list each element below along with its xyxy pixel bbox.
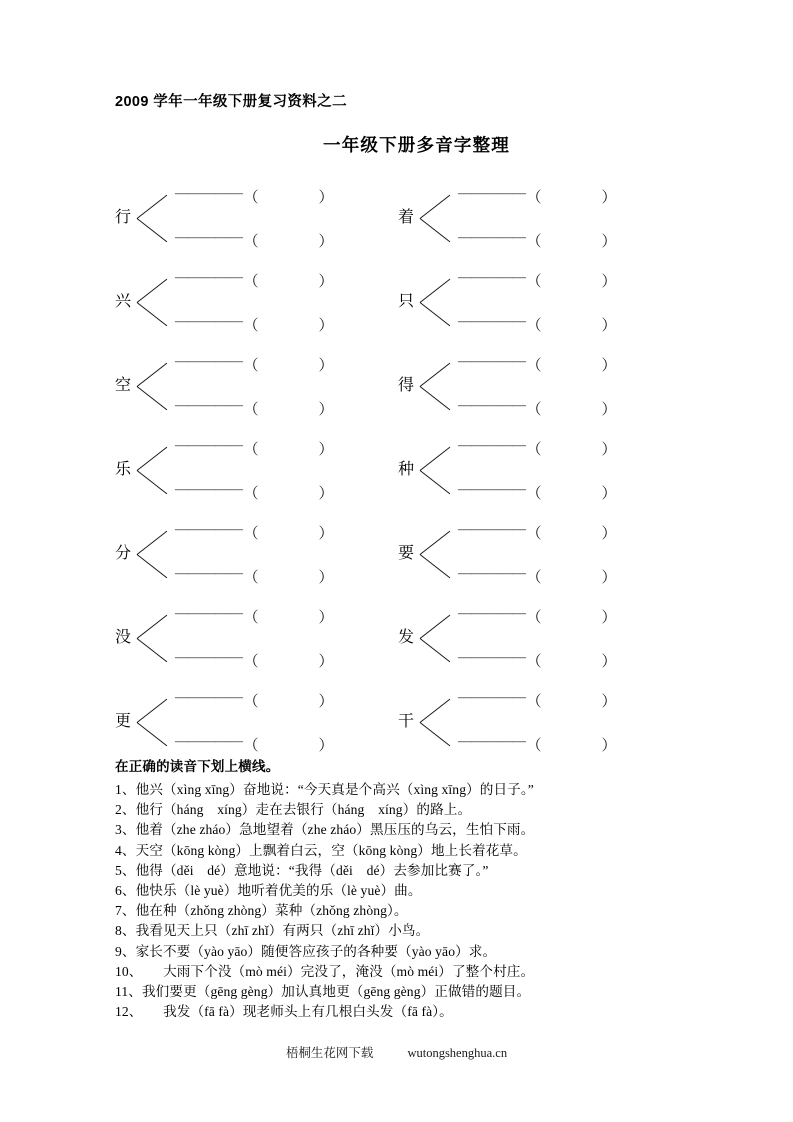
exercise-item xyxy=(115,901,715,921)
angle-bracket-icon xyxy=(420,439,454,501)
answer-slot[interactable] xyxy=(175,271,398,289)
answer-parentheses[interactable]: （ ） xyxy=(526,485,617,502)
page-title: 一年级下册多音字整理 xyxy=(323,135,510,155)
polyphone-entry-left xyxy=(115,596,398,680)
exercise-item-number: 6、 xyxy=(115,883,136,899)
answer-slots xyxy=(454,355,681,417)
answer-parentheses[interactable]: （ ） xyxy=(526,441,617,458)
answer-parentheses[interactable]: （ ） xyxy=(243,737,334,754)
answer-blank-line: ————— xyxy=(458,482,526,497)
answer-parentheses[interactable]: （ ） xyxy=(243,569,334,586)
bracket-row xyxy=(115,512,695,596)
answer-slot[interactable] xyxy=(175,607,398,625)
polyphone-character: 没 xyxy=(115,629,132,646)
answer-slots xyxy=(171,607,398,669)
answer-slots xyxy=(171,271,398,333)
answer-slot[interactable] xyxy=(175,187,398,205)
angle-bracket-icon xyxy=(420,607,454,669)
polyphone-character: 得 xyxy=(398,377,415,394)
answer-parentheses[interactable]: （ ） xyxy=(526,233,617,250)
answer-slot[interactable] xyxy=(458,187,681,205)
answer-parentheses[interactable]: （ ） xyxy=(243,485,334,502)
polyphone-entry-left xyxy=(115,512,398,596)
answer-slots xyxy=(454,691,681,753)
exercise-item-text: 大雨下个没（mò méi）完没了，淹没（mò méi）了整个村庄。 xyxy=(135,963,535,979)
answer-blank-line: ————— xyxy=(458,606,526,621)
polyphone-entry-left xyxy=(115,260,398,344)
document-subtitle: 2009 学年一年级下册复习资料之二 xyxy=(115,94,347,110)
answer-parentheses[interactable]: （ ） xyxy=(526,357,617,374)
exercise-item xyxy=(115,921,715,941)
exercise-item-text: 他得（děi dé）意地说：“我得（děi dé）去参加比赛了。” xyxy=(135,862,489,878)
exercise-item-text: 他行（háng xíng）走在去银行（háng xíng）的路上。 xyxy=(135,802,472,818)
answer-parentheses[interactable]: （ ） xyxy=(526,401,617,418)
angle-bracket-icon xyxy=(137,607,171,669)
exercise-heading: 在正确的读音下划上横线。 xyxy=(115,759,280,774)
answer-blank-line: ————— xyxy=(175,734,243,749)
answer-slot[interactable] xyxy=(458,651,681,669)
answer-blank-line: ————— xyxy=(458,354,526,369)
answer-slot[interactable] xyxy=(175,523,398,541)
answer-slot[interactable] xyxy=(175,315,398,333)
answer-slot[interactable] xyxy=(175,651,398,669)
bracket-row xyxy=(115,260,695,344)
polyphone-entry-left xyxy=(115,344,398,428)
footer-site-url: wutongshenghua.cn xyxy=(407,1046,508,1060)
answer-blank-line: ————— xyxy=(175,314,243,329)
angle-bracket-icon xyxy=(137,187,171,249)
answer-blank-line: ————— xyxy=(175,606,243,621)
polyphone-entry-right xyxy=(398,428,681,512)
exercise-item-text: 他着（zhe zháo）急地望着（zhe zháo）黑压压的乌云，生怕下雨。 xyxy=(135,822,535,838)
bracket-row xyxy=(115,176,695,260)
answer-parentheses[interactable]: （ ） xyxy=(243,693,334,710)
answer-blank-line: ————— xyxy=(175,354,243,369)
polyphone-character: 更 xyxy=(115,713,132,730)
exercise-item-text: 天空（kōng kòng）上飘着白云，空（kōng kòng）地上长着花草。 xyxy=(135,842,527,858)
answer-blank-line: ————— xyxy=(458,438,526,453)
answer-slot[interactable] xyxy=(458,439,681,457)
exercise-item-number: 12、 xyxy=(115,1004,136,1020)
answer-blank-line: ————— xyxy=(175,650,243,665)
answer-slots xyxy=(454,607,681,669)
answer-slot[interactable] xyxy=(458,735,681,753)
polyphone-entry-right xyxy=(398,260,681,344)
exercise-item xyxy=(115,942,715,962)
answer-slots xyxy=(454,439,681,501)
answer-slot[interactable] xyxy=(458,567,681,585)
exercise-item-number: 10、 xyxy=(115,963,136,979)
answer-slot[interactable] xyxy=(458,399,681,417)
answer-slots xyxy=(171,691,398,753)
answer-parentheses[interactable]: （ ） xyxy=(243,233,334,250)
answer-slot[interactable] xyxy=(458,483,681,501)
answer-blank-line: ————— xyxy=(175,522,243,537)
answer-slot[interactable] xyxy=(175,231,398,249)
answer-parentheses[interactable]: （ ） xyxy=(526,317,617,334)
answer-parentheses[interactable]: （ ） xyxy=(243,357,334,374)
answer-slots xyxy=(171,523,398,585)
angle-bracket-icon xyxy=(420,271,454,333)
polyphone-entry-right xyxy=(398,344,681,428)
answer-slot[interactable] xyxy=(458,231,681,249)
angle-bracket-icon xyxy=(137,523,171,585)
answer-parentheses[interactable]: （ ） xyxy=(526,525,617,542)
exercise-item-number: 11、 xyxy=(115,984,142,1000)
answer-blank-line: ————— xyxy=(458,314,526,329)
angle-bracket-icon xyxy=(137,271,171,333)
exercise-item-number: 9、 xyxy=(115,943,136,959)
answer-blank-line: ————— xyxy=(458,650,526,665)
answer-slot[interactable] xyxy=(175,355,398,373)
angle-bracket-icon xyxy=(137,355,171,417)
page-footer xyxy=(0,1043,793,1061)
answer-slot[interactable] xyxy=(175,691,398,709)
exercise-item xyxy=(115,962,715,982)
answer-slot[interactable] xyxy=(458,607,681,625)
polyphone-character: 兴 xyxy=(115,293,132,310)
answer-slot[interactable] xyxy=(175,567,398,585)
polyphone-character: 空 xyxy=(115,377,132,394)
polyphone-entry-right xyxy=(398,680,681,764)
bracket-row xyxy=(115,680,695,764)
answer-blank-line: ————— xyxy=(458,690,526,705)
bracket-row xyxy=(115,428,695,512)
exercise-item-text: 我发（fā fà）现老师头上有几根白头发（fā fà）。 xyxy=(135,1004,453,1020)
answer-parentheses[interactable]: （ ） xyxy=(243,441,334,458)
answer-slot[interactable] xyxy=(175,439,398,457)
angle-bracket-icon xyxy=(137,439,171,501)
answer-slot[interactable] xyxy=(458,691,681,709)
exercise-item xyxy=(115,861,715,881)
answer-parentheses[interactable]: （ ） xyxy=(243,189,334,206)
answer-parentheses[interactable]: （ ） xyxy=(243,609,334,626)
answer-blank-line: ————— xyxy=(175,566,243,581)
polyphone-entry-right xyxy=(398,596,681,680)
answer-blank-line: ————— xyxy=(175,230,243,245)
exercise-item xyxy=(115,780,715,800)
polyphone-entry-left xyxy=(115,176,398,260)
answer-slots xyxy=(171,355,398,417)
answer-blank-line: ————— xyxy=(458,270,526,285)
answer-slot[interactable] xyxy=(458,315,681,333)
answer-blank-line: ————— xyxy=(458,566,526,581)
answer-parentheses[interactable]: （ ） xyxy=(526,653,617,670)
polyphone-character: 干 xyxy=(398,713,415,730)
exercise-item xyxy=(115,1002,715,1022)
answer-slots xyxy=(454,187,681,249)
answer-slots xyxy=(171,187,398,249)
answer-blank-line: ————— xyxy=(175,438,243,453)
exercise-item-number: 3、 xyxy=(115,822,136,838)
polyphone-character: 发 xyxy=(398,629,415,646)
polyphone-entry-right xyxy=(398,176,681,260)
answer-slot[interactable] xyxy=(458,355,681,373)
answer-parentheses[interactable]: （ ） xyxy=(526,189,617,206)
polyphone-bracket-grid xyxy=(115,176,695,764)
polyphone-character: 分 xyxy=(115,545,132,562)
angle-bracket-icon xyxy=(420,691,454,753)
answer-blank-line: ————— xyxy=(175,482,243,497)
exercise-item-text: 我看见天上只（zhī zhǐ）有两只（zhī zhǐ）小鸟。 xyxy=(135,923,430,939)
exercise-item-text: 我们要更（gēng gèng）加认真地更（gēng gèng）正做错的题目。 xyxy=(141,984,531,1000)
answer-parentheses[interactable]: （ ） xyxy=(243,653,334,670)
polyphone-character: 行 xyxy=(115,209,132,226)
exercise-item-number: 4、 xyxy=(115,842,136,858)
answer-parentheses[interactable]: （ ） xyxy=(526,569,617,586)
angle-bracket-icon xyxy=(420,187,454,249)
answer-parentheses[interactable]: （ ） xyxy=(243,401,334,418)
polyphone-character: 要 xyxy=(398,545,415,562)
polyphone-entry-left xyxy=(115,680,398,764)
exercise-section xyxy=(115,755,715,1022)
exercise-item xyxy=(115,800,715,820)
answer-slots xyxy=(171,439,398,501)
exercise-item-number: 7、 xyxy=(115,903,136,919)
answer-slot[interactable] xyxy=(175,483,398,501)
answer-slot[interactable] xyxy=(458,271,681,289)
answer-blank-line: ————— xyxy=(458,734,526,749)
exercise-item-text: 他兴（xìng xīng）奋地说：“今天真是个高兴（xìng xīng）的日子。” xyxy=(135,782,534,797)
answer-parentheses[interactable]: （ ） xyxy=(243,317,334,334)
polyphone-entry-right xyxy=(398,512,681,596)
answer-blank-line: ————— xyxy=(458,398,526,413)
polyphone-character: 着 xyxy=(398,209,415,226)
exercise-item-number: 5、 xyxy=(115,862,136,878)
answer-parentheses[interactable]: （ ） xyxy=(526,273,617,290)
answer-parentheses[interactable]: （ ） xyxy=(526,737,617,754)
answer-slot[interactable] xyxy=(458,523,681,541)
exercise-item-text: 家长不要（yào yāo）随便答应孩子的各种要（yào yāo）求。 xyxy=(135,943,497,959)
answer-blank-line: ————— xyxy=(458,522,526,537)
angle-bracket-icon xyxy=(420,523,454,585)
angle-bracket-icon xyxy=(420,355,454,417)
exercise-item-number: 8、 xyxy=(115,923,136,939)
answer-parentheses[interactable]: （ ） xyxy=(526,693,617,710)
answer-blank-line: ————— xyxy=(458,186,526,201)
exercise-item-text: 他在种（zhǒng zhòng）菜种（zhǒng zhòng）。 xyxy=(135,903,408,919)
polyphone-entry-left xyxy=(115,428,398,512)
answer-blank-line: ————— xyxy=(175,398,243,413)
answer-slot[interactable] xyxy=(175,735,398,753)
exercise-item-text: 他快乐（lè yuè）地听着优美的乐（lè yuè）曲。 xyxy=(135,883,422,899)
answer-parentheses[interactable]: （ ） xyxy=(243,273,334,290)
answer-slot[interactable] xyxy=(175,399,398,417)
answer-slots xyxy=(454,523,681,585)
answer-blank-line: ————— xyxy=(175,270,243,285)
answer-blank-line: ————— xyxy=(175,186,243,201)
polyphone-character: 种 xyxy=(398,461,415,478)
exercise-list xyxy=(115,780,715,1022)
answer-slots xyxy=(454,271,681,333)
exercise-item xyxy=(115,982,715,1002)
answer-parentheses[interactable]: （ ） xyxy=(526,609,617,626)
polyphone-character: 只 xyxy=(398,293,415,310)
exercise-item xyxy=(115,881,715,901)
bracket-row xyxy=(115,344,695,428)
angle-bracket-icon xyxy=(137,691,171,753)
answer-parentheses[interactable]: （ ） xyxy=(243,525,334,542)
answer-blank-line: ————— xyxy=(175,690,243,705)
exercise-item-number: 1、 xyxy=(115,782,136,797)
exercise-item xyxy=(115,820,715,840)
polyphone-character: 乐 xyxy=(115,461,132,478)
exercise-item xyxy=(115,841,715,861)
bracket-row xyxy=(115,596,695,680)
exercise-item-number: 2、 xyxy=(115,802,136,818)
answer-blank-line: ————— xyxy=(458,230,526,245)
footer-site-name: 梧桐生花网下载 xyxy=(285,1046,374,1060)
